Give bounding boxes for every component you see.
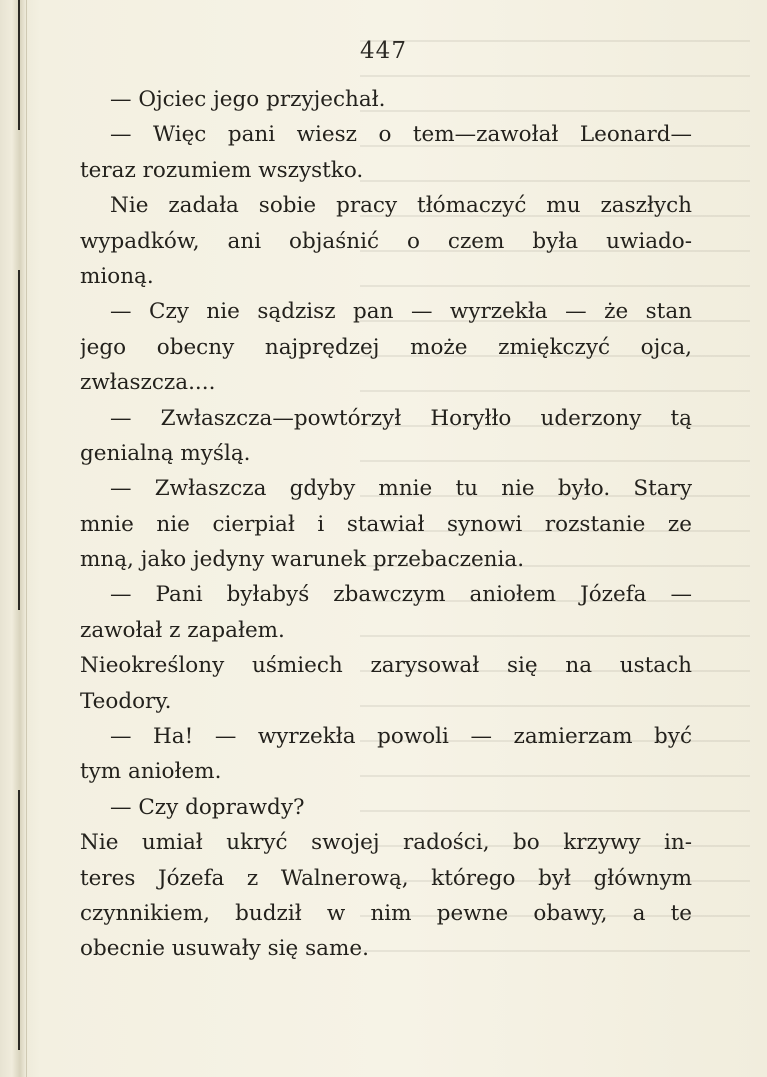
- page-text-block: [80, 82, 692, 967]
- text-line: obecnie usuwały się same.: [80, 936, 369, 962]
- text-line: teraz rozumiem wszystko.: [80, 157, 364, 183]
- text-line: mnie nie cierpiał i stawiał synowi rozstanie ze: [80, 511, 692, 537]
- spine-edge-line: [18, 0, 20, 130]
- text-line: — Zwłaszcza gdyby mnie tu nie było. Stary: [110, 476, 692, 502]
- text-line: mioną.: [80, 263, 154, 289]
- text-line: zwłaszcza....: [80, 370, 216, 396]
- text-line: — Więc pani wiesz o tem—zawołał Leonard—: [110, 122, 692, 148]
- text-line: zawołał z zapałem.: [80, 617, 285, 643]
- text-line: czynnikiem, budził w nim pewne obawy, a te: [80, 900, 692, 926]
- text-line: Nieokreślony uśmiech zarysował się na ustach: [80, 653, 692, 679]
- page-number: 447: [360, 38, 407, 64]
- text-line: wypadków, ani objaśnić o czem była uwiado-: [80, 228, 692, 254]
- text-line: teres Józefa z Walnerową, którego był głównym: [80, 865, 692, 891]
- text-line: — Czy nie sądzisz pan — wyrzekła — że stan: [110, 299, 692, 325]
- text-line: Nie zadała sobie pracy tłómaczyć mu zaszłych: [110, 193, 692, 219]
- text-line: Nie umiał ukryć swojej radości, bo krzywy in-: [80, 830, 692, 856]
- text-line: mną, jako jedyny warunek przebaczenia.: [80, 547, 525, 573]
- text-line: — Ha! — wyrzekła powoli — zamierzam być: [110, 724, 692, 750]
- text-line: genialną myślą.: [80, 440, 251, 466]
- book-spine: [0, 0, 27, 1077]
- text-line: — Zwłaszcza—powtórzył Horyłło uderzony tą: [110, 405, 692, 431]
- text-line: tym aniołem.: [80, 759, 222, 785]
- spine-edge-line: [18, 790, 20, 1050]
- spine-edge-line: [18, 270, 20, 610]
- text-line: jego obecny najprędzej może zmiękczyć ojca,: [80, 334, 692, 360]
- text-line: — Pani byłabyś zbawczym aniołem Józefa —: [110, 582, 692, 608]
- text-line: — Ojciec jego przyjechał.: [110, 87, 386, 112]
- text-line: Teodory.: [80, 688, 172, 714]
- text-line: — Czy doprawdy?: [110, 794, 305, 820]
